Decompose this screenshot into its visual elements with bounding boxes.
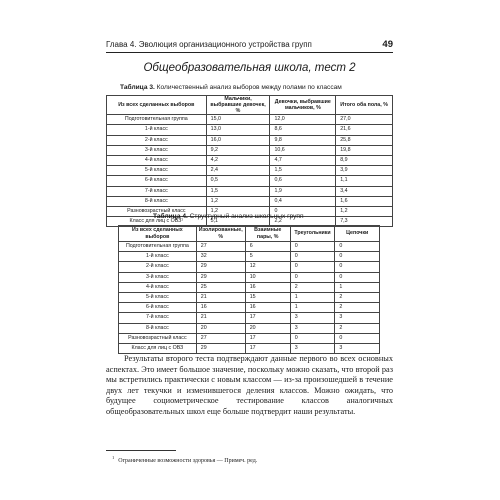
value-cell: 25: [196, 282, 245, 292]
value-cell: 0: [335, 262, 380, 272]
value-cell: 21: [196, 313, 245, 323]
value-cell: 0: [335, 242, 380, 252]
value-cell: 17: [245, 333, 290, 343]
value-cell: 0: [290, 262, 335, 272]
table-row: [107, 115, 393, 125]
table4-header-cell: Из всех сделанных выборов: [119, 226, 197, 242]
value-cell: 25,8: [336, 135, 393, 145]
value-cell: 29: [196, 272, 245, 282]
value-cell: 3: [290, 313, 335, 323]
table4-caption: [153, 213, 304, 220]
row-label-cell: Подготовительная группа: [119, 242, 197, 252]
table-row: [119, 344, 380, 354]
value-cell: 0,6: [270, 176, 336, 186]
table4-header-cell: Взаимные пары, %: [245, 226, 290, 242]
row-label-cell: Класс для лиц с ОВЗ¹: [107, 217, 207, 227]
value-cell: 1,2: [206, 196, 270, 206]
value-cell: 3: [290, 323, 335, 333]
row-label-cell: 6-й класс: [119, 303, 197, 313]
table4-header-cell: Цепочки: [335, 226, 380, 242]
table-row: [107, 176, 393, 186]
row-label-cell: Разновозрастный класс: [119, 333, 197, 343]
value-cell: 0: [290, 333, 335, 343]
value-cell: 10: [245, 272, 290, 282]
table-row: [107, 125, 393, 135]
table-row: [107, 145, 393, 155]
table3-header-cell: Девочки, выбравшие мальчиков, %: [270, 96, 336, 115]
value-cell: 3: [335, 313, 380, 323]
value-cell: 21,6: [336, 125, 393, 135]
table-row: [119, 333, 380, 343]
value-cell: 2: [290, 282, 335, 292]
row-label-cell: 8-й класс: [107, 196, 207, 206]
table-row: [107, 186, 393, 196]
value-cell: 0: [290, 272, 335, 282]
value-cell: 10,6: [270, 145, 336, 155]
row-label-cell: 2-й класс: [119, 262, 197, 272]
footnote: [112, 455, 392, 464]
body-text: [106, 354, 393, 418]
row-label-cell: 2-й класс: [107, 135, 207, 145]
table4-caption-text: Структурный анализ школьных групп: [189, 213, 304, 220]
value-cell: 1,2: [206, 207, 270, 217]
table-gender-choices: [106, 95, 393, 227]
value-cell: 16,0: [206, 135, 270, 145]
table3-header-row: [107, 96, 393, 115]
row-label-cell: Подготовительная группа: [107, 115, 207, 125]
row-label-cell: 3-й класс: [107, 145, 207, 155]
table4-caption-label: Таблица 4.: [153, 213, 188, 220]
value-cell: 8,6: [270, 125, 336, 135]
row-label-cell: Класс для лиц с ОВЗ: [119, 344, 197, 354]
row-label-cell: Разновозрастный класс: [107, 207, 207, 217]
table-row: [107, 166, 393, 176]
value-cell: 29: [196, 344, 245, 354]
section-title: Общеобразовательная школа, тест 2: [143, 62, 356, 74]
table3-caption-label: Таблица 3.: [120, 84, 155, 91]
value-cell: 17: [245, 313, 290, 323]
row-label-cell: 4-й класс: [119, 282, 197, 292]
body-paragraph: Результаты второго теста подтверждают данные первого во всех основных аспектах. Это имеет большое значение, поскольку можно сказать, что второй раз мы встретились практически с новым классом — из-за произошедшей в течение двух лет текучки и изменившегося деления классов. Можно ожидать, что будущее социометрическое тестирование классов аналогичных общеобразовательных школ еще больше подтвердит наши результаты.: [106, 354, 393, 416]
value-cell: 9,2: [206, 145, 270, 155]
value-cell: 2: [335, 303, 380, 313]
value-cell: 2,2: [270, 217, 336, 227]
value-cell: 16: [245, 282, 290, 292]
row-label-cell: 4-й класс: [107, 156, 207, 166]
header-rule: [106, 52, 393, 53]
row-label-cell: 6-й класс: [107, 176, 207, 186]
value-cell: 13,0: [206, 125, 270, 135]
table-row: [107, 135, 393, 145]
row-label-cell: 5-й класс: [119, 293, 197, 303]
value-cell: 29: [196, 262, 245, 272]
value-cell: 1,5: [270, 166, 336, 176]
value-cell: 3,9: [336, 166, 393, 176]
footnote-text: Ограниченные возможности здоровья — Примеч. ред.: [118, 458, 258, 464]
table-row: [119, 282, 380, 292]
table3-header-cell: Мальчики, выбравшие девочек, %: [206, 96, 270, 115]
table-row: [119, 303, 380, 313]
value-cell: 32: [196, 252, 245, 262]
value-cell: 0: [335, 272, 380, 282]
value-cell: 21: [196, 293, 245, 303]
value-cell: 2: [335, 323, 380, 333]
value-cell: 2: [335, 293, 380, 303]
value-cell: 16: [196, 303, 245, 313]
value-cell: 0: [335, 333, 380, 343]
table-row: [107, 156, 393, 166]
table-row: [119, 262, 380, 272]
value-cell: 27: [196, 242, 245, 252]
value-cell: 1: [335, 282, 380, 292]
value-cell: 1: [290, 293, 335, 303]
running-head: [106, 39, 393, 50]
row-label-cell: 7-й класс: [107, 186, 207, 196]
value-cell: 0: [290, 252, 335, 262]
value-cell: 0,5: [206, 176, 270, 186]
value-cell: 2,4: [206, 166, 270, 176]
table4-header-row: [119, 226, 380, 242]
value-cell: 3,4: [336, 186, 393, 196]
value-cell: 12: [245, 262, 290, 272]
table-row: [107, 196, 393, 206]
value-cell: 0: [290, 242, 335, 252]
table-row: [119, 313, 380, 323]
table-row: [119, 242, 380, 252]
value-cell: 1,9: [270, 186, 336, 196]
value-cell: 5,1: [206, 217, 270, 227]
row-label-cell: 3-й класс: [119, 272, 197, 282]
value-cell: 1,5: [206, 186, 270, 196]
value-cell: 12,0: [270, 115, 336, 125]
value-cell: 15: [245, 293, 290, 303]
table3-caption-text: Количественный анализ выборов между полами по классам: [156, 84, 342, 91]
value-cell: 5: [245, 252, 290, 262]
value-cell: 1,2: [336, 207, 393, 217]
value-cell: 27: [196, 333, 245, 343]
value-cell: 27,0: [336, 115, 393, 125]
row-label-cell: 7-й класс: [119, 313, 197, 323]
table-row: [119, 272, 380, 282]
row-label-cell: 8-й класс: [119, 323, 197, 333]
value-cell: 20: [196, 323, 245, 333]
value-cell: 0,4: [270, 196, 336, 206]
value-cell: 1,6: [336, 196, 393, 206]
value-cell: 6: [245, 242, 290, 252]
row-label-cell: 1-й класс: [107, 125, 207, 135]
chapter-title: Глава 4. Эволюция организационного устройства групп: [106, 40, 312, 49]
table-row: [119, 323, 380, 333]
table-group-structure: [118, 225, 380, 354]
row-label-cell: 1-й класс: [119, 252, 197, 262]
value-cell: 4,7: [270, 156, 336, 166]
row-label-cell: 5-й класс: [107, 166, 207, 176]
value-cell: 19,8: [336, 145, 393, 155]
value-cell: 1,1: [336, 176, 393, 186]
value-cell: 17: [245, 344, 290, 354]
table3-header-cell: Из всех сделанных выборов: [107, 96, 207, 115]
table-row: [119, 293, 380, 303]
table4-header-cell: Изолированные, %: [196, 226, 245, 242]
table-row: [119, 252, 380, 262]
value-cell: 3: [335, 344, 380, 354]
value-cell: 8,9: [336, 156, 393, 166]
value-cell: 4,2: [206, 156, 270, 166]
value-cell: 7,3: [336, 217, 393, 227]
table4-header-cell: Треугольники: [290, 226, 335, 242]
value-cell: 15,0: [206, 115, 270, 125]
table3-header-cell: Итого оба пола, %: [336, 96, 393, 115]
page-number: 49: [382, 39, 393, 50]
value-cell: 3: [290, 344, 335, 354]
footnote-rule: [106, 450, 176, 451]
table3-caption: [120, 84, 342, 91]
value-cell: 16: [245, 303, 290, 313]
value-cell: 9,8: [270, 135, 336, 145]
value-cell: 0: [335, 252, 380, 262]
value-cell: 0: [270, 207, 336, 217]
value-cell: 20: [245, 323, 290, 333]
value-cell: 1: [290, 303, 335, 313]
footnote-marker: 1: [112, 455, 115, 460]
